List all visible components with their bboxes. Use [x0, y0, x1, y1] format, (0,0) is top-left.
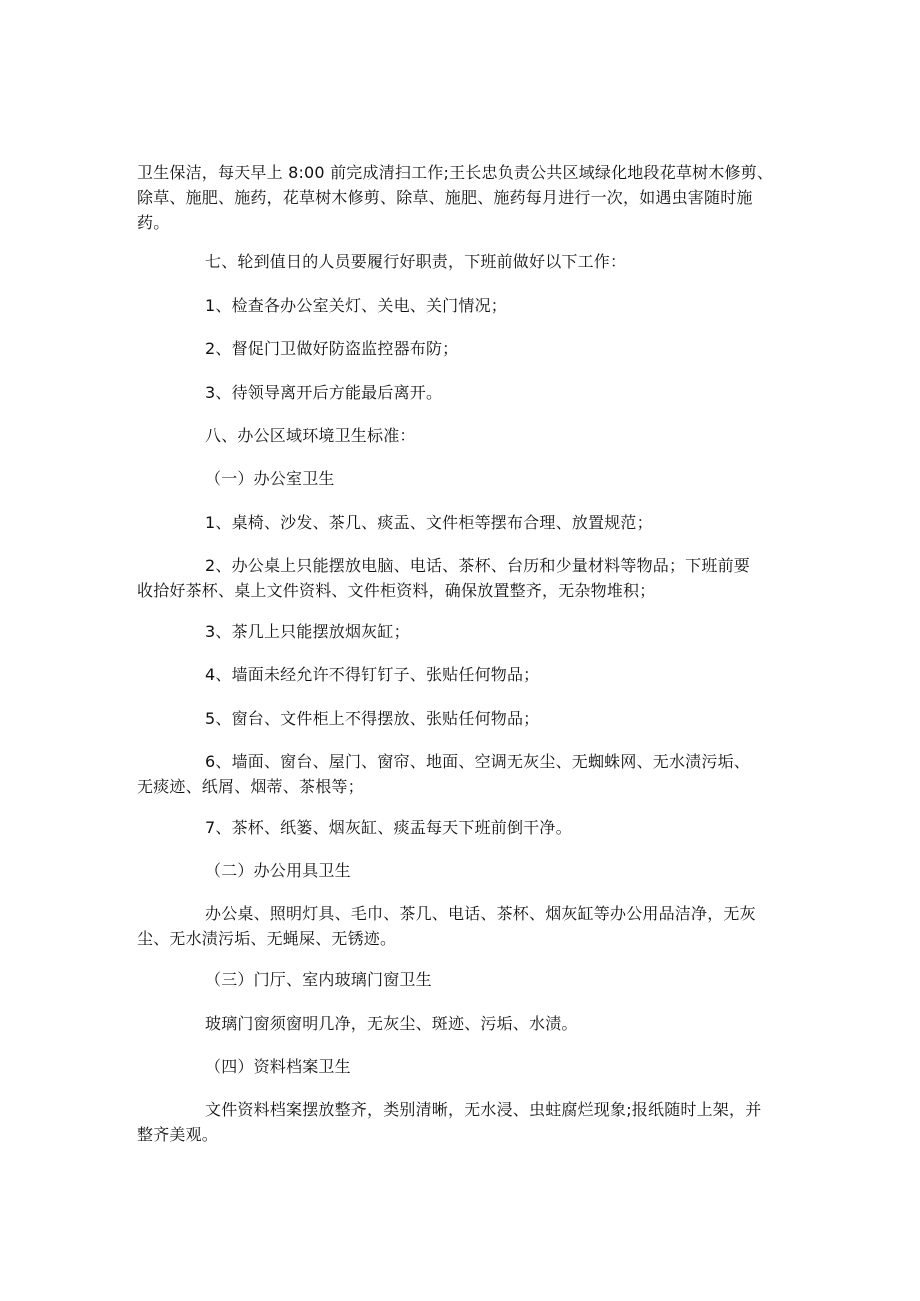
text-line: 7、茶杯、纸篓、烟灰缸、痰盂每天下班前倒干净。: [205, 818, 572, 837]
text-line: （二）办公用具卫生: [205, 861, 351, 880]
text-line: 收拾好茶杯、桌上文件资料、文件柜资料，确保放置整齐，无杂物堆积；: [137, 581, 656, 600]
text-line: 整齐美观。: [137, 1125, 219, 1144]
text-line: 文件资料档案摆放整齐，类别清晰，无水浸、虫蛀腐烂现象;报纸随时上架，并: [205, 1100, 762, 1119]
subheading-glass-doors: [205, 967, 432, 992]
text-line: 2、办公桌上只能摆放电脑、电话、茶杯、台历和少量材料等物品；下班前要: [205, 556, 750, 575]
text-line: 八、办公区域环境卫生标准：: [205, 426, 416, 445]
paragraph-sanitation-schedule: [137, 160, 773, 235]
paragraph-archives: [137, 1097, 761, 1147]
text-line: 尘、无水渍污垢、无蝇屎、无锈迹。: [137, 929, 397, 948]
text-line: 1、桌椅、沙发、茶几、痰盂、文件柜等摆布合理、放置规范；: [205, 513, 653, 532]
text-line: 卫生保洁，每天早上 8:00 前完成清扫工作;王长忠负责公共区域绿化地段花草树木修剪、: [137, 163, 774, 182]
heading-section-seven: [205, 249, 626, 274]
list-item: [205, 293, 507, 318]
text-line: （一）办公室卫生: [205, 469, 335, 488]
text-line: 1、检查各办公室关灯、关电、关门情况；: [205, 296, 507, 315]
text-line: 3、茶几上只能摆放烟灰缸；: [205, 622, 410, 641]
subheading-office: [205, 466, 335, 491]
text-line: 七、轮到值日的人员要履行好职责，下班前做好以下工作：: [205, 252, 627, 271]
text-line: （四）资料档案卫生: [205, 1057, 351, 1076]
subheading-office-supplies: [205, 858, 351, 883]
list-item: [205, 336, 458, 361]
text-line: 办公桌、照明灯具、毛巾、茶几、电话、茶杯、烟灰缸等办公用品洁净，无灰: [205, 904, 756, 923]
list-item: [205, 706, 539, 731]
list-item: [205, 815, 572, 840]
heading-section-eight: [205, 423, 416, 448]
list-item: [205, 380, 442, 405]
text-line: 药。: [137, 213, 170, 232]
text-line: 6、墙面、窗台、屋门、窗帘、地面、空调无灰尘、无蜘蛛网、无水渍污垢、: [205, 752, 750, 771]
list-item: [205, 619, 410, 644]
list-item: [205, 662, 539, 687]
list-item: [137, 553, 750, 603]
paragraph-glass-doors: [205, 1011, 578, 1036]
list-item: [137, 749, 750, 799]
list-item: [205, 510, 653, 535]
text-line: 4、墙面未经允许不得钉钉子、张贴任何物品；: [205, 665, 540, 684]
text-line: 5、窗台、文件柜上不得摆放、张贴任何物品；: [205, 709, 540, 728]
text-line: 3、待领导离开后方能最后离开。: [205, 383, 443, 402]
text-line: 无痰迹、纸屑、烟蒂、茶根等；: [137, 777, 364, 796]
text-line: 除草、施肥、施药，花草树木修剪、除草、施肥、施药每月进行一次，如遇虫害随时施: [137, 188, 753, 207]
subheading-archives: [205, 1054, 351, 1079]
text-line: 2、督促门卫做好防盗监控器布防；: [205, 339, 459, 358]
text-line: （三）门厅、室内玻璃门窗卫生: [205, 970, 432, 989]
text-line: 玻璃门窗须窗明几净，无灰尘、斑迹、污垢、水渍。: [205, 1014, 578, 1033]
paragraph-office-supplies: [137, 901, 756, 951]
